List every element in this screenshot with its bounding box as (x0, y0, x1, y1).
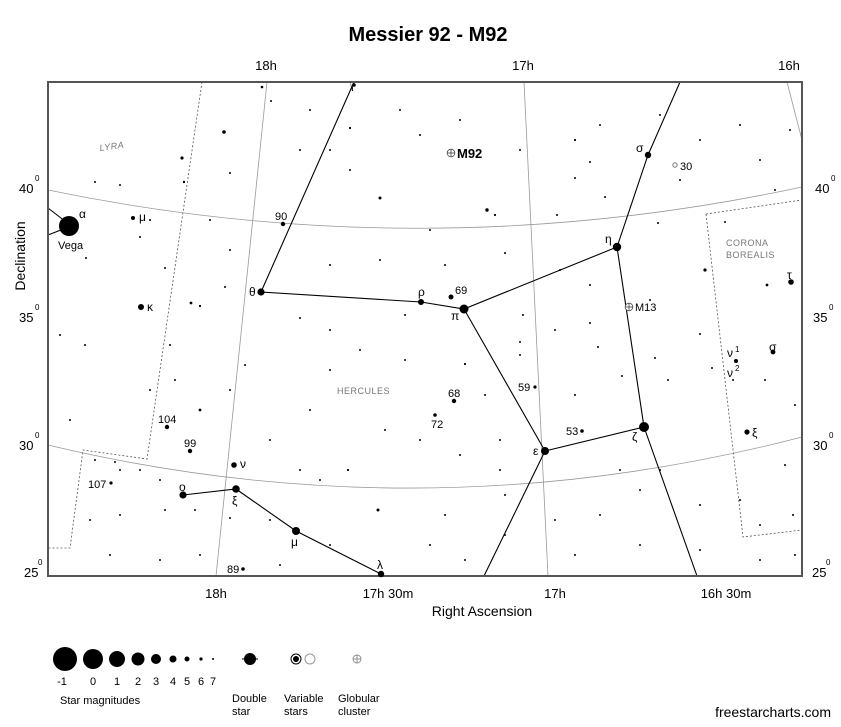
m13-label: M13 (635, 302, 657, 314)
faint-star (69, 419, 71, 421)
label-89: 89 (227, 564, 240, 576)
dec-right-35-deg: 0 (829, 303, 834, 312)
faint-star (329, 544, 331, 546)
faint-star (429, 229, 431, 231)
faint-star (484, 394, 486, 396)
variable-star-icon (291, 654, 315, 664)
faint-star (794, 404, 796, 406)
faint-star (485, 208, 488, 211)
faint-star (169, 344, 171, 346)
faint-star (589, 322, 591, 324)
label-30: 30 (680, 161, 693, 173)
star-107-her (109, 481, 112, 484)
faint-star (659, 469, 661, 471)
ra-bottom-17h30m: 17h 30m (362, 586, 414, 601)
chart-title: Messier 92 - M92 (348, 24, 508, 46)
label-alpha: α (79, 207, 86, 221)
label-53: 53 (566, 426, 579, 438)
faint-star (119, 514, 121, 516)
faint-star (159, 479, 161, 481)
label-eta: η (605, 232, 612, 246)
double-star-label-2: star (232, 706, 251, 718)
faint-star (794, 554, 796, 556)
faint-star (329, 264, 331, 266)
faint-star (199, 554, 201, 556)
faint-star (244, 364, 246, 366)
star-69-her (449, 295, 454, 300)
label-iota: ι (351, 80, 354, 94)
label-107: 107 (88, 479, 107, 491)
faint-star (174, 379, 176, 381)
site-credit: freestarcharts.com (715, 704, 831, 720)
mag-caption: Star magnitudes (60, 695, 141, 707)
star-mu-her (292, 527, 300, 535)
faint-star (190, 302, 193, 305)
label-nu2: ν (727, 366, 733, 380)
faint-star (329, 149, 331, 151)
label-zeta: ζ (632, 430, 638, 444)
faint-star (404, 359, 406, 361)
label-59: 59 (518, 382, 531, 394)
variable-star-label-2: stars (284, 706, 308, 718)
dec-right-25: 25 (812, 565, 827, 580)
faint-star (657, 222, 659, 224)
label-rho: ρ (418, 285, 425, 299)
faint-star (554, 519, 556, 521)
faint-star (149, 219, 151, 221)
ra-top-16h: 16h (778, 58, 800, 73)
dec-right-25-deg: 0 (826, 558, 831, 567)
faint-star (599, 124, 601, 126)
dec-left-40-deg: 0 (35, 174, 40, 183)
faint-star (224, 286, 226, 288)
faint-star (419, 439, 421, 441)
faint-star (699, 504, 701, 506)
faint-star (444, 514, 446, 516)
label-104: 104 (158, 414, 177, 426)
label-mu-lyr: μ (139, 210, 146, 224)
faint-star (194, 509, 196, 511)
faint-star (654, 357, 656, 359)
dec-ticks-right (812, 174, 836, 580)
dec-left-25: 25 (24, 565, 39, 580)
globular-label-1: Globular (338, 693, 380, 705)
faint-star (759, 559, 761, 561)
faint-star (299, 469, 301, 471)
variable-star-label-1: Variable (284, 693, 324, 705)
star-vega (59, 216, 79, 236)
plot-area (48, 82, 802, 576)
faint-star (459, 119, 461, 121)
star-pi-her (460, 305, 469, 314)
faint-star (554, 329, 556, 331)
faint-star (699, 333, 701, 335)
faint-star (399, 109, 401, 111)
faint-star (724, 221, 726, 223)
faint-star (222, 130, 226, 134)
faint-star (329, 329, 331, 331)
faint-star (621, 375, 623, 377)
faint-star (84, 344, 86, 346)
label-90: 90 (275, 211, 288, 223)
faint-star (766, 284, 769, 287)
label-68: 68 (448, 388, 461, 400)
label-xi: ξ (232, 494, 238, 508)
m92-cluster-icon (447, 149, 455, 157)
label-pi: π (451, 309, 460, 323)
m92-label: M92 (457, 146, 483, 161)
faint-star (199, 305, 201, 307)
label-epsilon: ε (533, 444, 539, 458)
faint-star (299, 317, 301, 319)
faint-star (699, 549, 701, 551)
label-nu1: ν (727, 346, 733, 360)
faint-star (774, 189, 776, 191)
dec-right-35: 35 (813, 310, 828, 325)
faint-star (522, 314, 524, 316)
double-star-label-1: Double (232, 693, 267, 705)
magnitude-scale (53, 647, 214, 671)
label-sigma: σ (636, 141, 644, 155)
ra-top-17h: 17h (512, 58, 534, 73)
faint-star (659, 114, 661, 116)
label-72: 72 (431, 419, 444, 431)
dec-left-35: 35 (19, 310, 34, 325)
star-30-her (673, 163, 677, 167)
x-axis-title: Right Ascension (431, 603, 533, 619)
star-rho-her (418, 299, 424, 305)
globular-cluster-icon (353, 655, 361, 663)
faint-star (309, 109, 311, 111)
faint-star (229, 517, 231, 519)
label-xi-crb: ξ (752, 426, 758, 440)
faint-star (309, 409, 311, 411)
star-mu-lyr (131, 216, 135, 220)
faint-star (444, 264, 446, 266)
faint-star (114, 461, 116, 463)
dec-right-40: 40 (815, 181, 830, 196)
faint-star (599, 514, 601, 516)
faint-star (679, 179, 681, 181)
dec-left-40: 40 (19, 181, 34, 196)
faint-star (574, 177, 576, 179)
star-zeta-her (639, 422, 649, 432)
star-sigma-her (645, 152, 651, 158)
faint-star (703, 268, 706, 271)
faint-star (789, 129, 791, 131)
faint-star (574, 139, 576, 141)
faint-star (94, 459, 96, 461)
dec-left-35-deg: 0 (35, 303, 40, 312)
faint-star (119, 184, 121, 186)
dec-right-30: 30 (813, 438, 828, 453)
label-69: 69 (455, 285, 468, 297)
faint-star (59, 334, 61, 336)
faint-star (499, 469, 501, 471)
faint-star (209, 219, 211, 221)
dec-right-30-deg: 0 (829, 431, 834, 440)
legend (53, 647, 380, 718)
faint-star (519, 354, 521, 356)
faint-star (379, 259, 381, 261)
faint-star (270, 100, 272, 102)
corona-label-2: Borealis (726, 250, 776, 260)
faint-star (384, 429, 386, 431)
faint-star (649, 299, 651, 301)
label-99: 99 (184, 438, 197, 450)
faint-star (377, 509, 380, 512)
faint-star (261, 86, 264, 89)
star-eta-her (613, 243, 621, 251)
faint-star (459, 454, 461, 456)
faint-star (183, 181, 185, 183)
faint-star (119, 469, 121, 471)
faint-star (589, 161, 591, 163)
label-mu: μ (291, 535, 298, 549)
faint-star (199, 409, 202, 412)
faint-star (792, 514, 794, 516)
faint-star (639, 544, 641, 546)
faint-star (359, 349, 361, 351)
label-omicron: o (179, 480, 186, 494)
star-89-her (241, 567, 245, 571)
mag-label--1: -1 (57, 676, 67, 688)
label-theta: θ (249, 285, 256, 299)
m13-cluster-icon (625, 303, 633, 311)
faint-star (279, 564, 281, 566)
mag-label-0: 0 (89, 676, 97, 688)
faint-star (164, 267, 166, 269)
label-tau: τ (787, 268, 792, 282)
faint-star (85, 257, 87, 259)
star-epsilon-her (541, 447, 549, 455)
faint-star (89, 519, 91, 521)
faint-star (739, 124, 741, 126)
faint-star (269, 439, 271, 441)
ra-bottom-18h: 18h (205, 586, 227, 601)
dec-right-40-deg: 0 (831, 174, 836, 183)
faint-star (404, 314, 406, 316)
star-kappa-lyr (138, 304, 144, 310)
dec-left-25-deg: 0 (38, 558, 43, 567)
label-nu1-index: 1 (735, 345, 740, 354)
mag-label-2: 2 (134, 676, 142, 688)
faint-star (94, 181, 96, 183)
faint-star (764, 379, 766, 381)
dec-left-30-deg: 0 (35, 431, 40, 440)
faint-star (504, 494, 506, 496)
faint-star (229, 172, 231, 174)
faint-star (699, 139, 701, 141)
faint-star (589, 284, 591, 286)
star-nu-her (231, 462, 237, 468)
star-53-her (580, 429, 584, 433)
star-xi-crb (744, 429, 749, 434)
ra-bottom-16h30m: 16h 30m (700, 586, 752, 601)
faint-star (759, 524, 761, 526)
mag-label-6: 6 (197, 676, 205, 688)
faint-star (464, 559, 466, 561)
label-nu2-index: 2 (735, 364, 740, 373)
mag-label-1: 1 (113, 676, 121, 688)
label-sigma-crb: σ (769, 340, 777, 354)
y-axis-title: Declination (12, 221, 28, 291)
faint-star (504, 252, 506, 254)
faint-star (784, 464, 786, 466)
faint-star (349, 169, 351, 171)
faint-star (159, 559, 161, 561)
faint-star (139, 469, 141, 471)
star-theta-her (257, 288, 264, 295)
double-star-icon (242, 653, 258, 665)
ra-top-18h: 18h (255, 58, 277, 73)
star-nu1-crb (734, 359, 738, 363)
faint-star (504, 534, 506, 536)
faint-star (559, 269, 561, 271)
faint-star (164, 509, 166, 511)
label-lambda: λ (377, 558, 383, 572)
dec-left-30: 30 (19, 438, 34, 453)
faint-star (349, 127, 351, 129)
faint-star (269, 519, 271, 521)
faint-star (597, 346, 599, 348)
faint-star (619, 469, 621, 471)
faint-star (574, 394, 576, 396)
faint-star (109, 554, 111, 556)
faint-star (429, 544, 431, 546)
faint-star (229, 249, 231, 251)
faint-star (604, 196, 606, 198)
label-kappa: κ (147, 300, 153, 314)
faint-star (299, 149, 301, 151)
mag-label-5: 5 (183, 676, 191, 688)
ra-bottom-17h: 17h (544, 586, 566, 601)
faint-star (494, 214, 496, 216)
faint-star (180, 156, 183, 159)
star-72-her (433, 413, 437, 417)
faint-star (556, 214, 558, 216)
mag-label-4: 4 (169, 676, 177, 688)
faint-star (519, 149, 521, 151)
faint-star (379, 197, 382, 200)
label-nu: ν (240, 457, 246, 471)
globular-label-2: cluster (338, 706, 371, 718)
faint-star (329, 369, 331, 371)
faint-star (347, 469, 349, 471)
hercules-label: Hercules (337, 386, 391, 396)
star-xi-her (232, 485, 240, 493)
faint-star (711, 367, 713, 369)
mag-label-3: 3 (152, 676, 160, 688)
faint-star (464, 363, 466, 365)
faint-star (739, 499, 741, 501)
faint-star (229, 389, 231, 391)
faint-star (759, 159, 761, 161)
faint-star (419, 134, 421, 136)
faint-star (139, 236, 141, 238)
faint-star (639, 489, 641, 491)
lyra-label: Lyra (98, 139, 125, 153)
faint-star (319, 479, 321, 481)
faint-star (149, 389, 151, 391)
vega-label: Vega (58, 240, 84, 252)
star-59-her (533, 385, 536, 388)
faint-star (499, 439, 501, 441)
corona-label-1: Corona (726, 238, 769, 248)
faint-star (574, 554, 576, 556)
faint-star (667, 379, 669, 381)
faint-star (519, 341, 521, 343)
mag-label-7: 7 (209, 676, 217, 688)
